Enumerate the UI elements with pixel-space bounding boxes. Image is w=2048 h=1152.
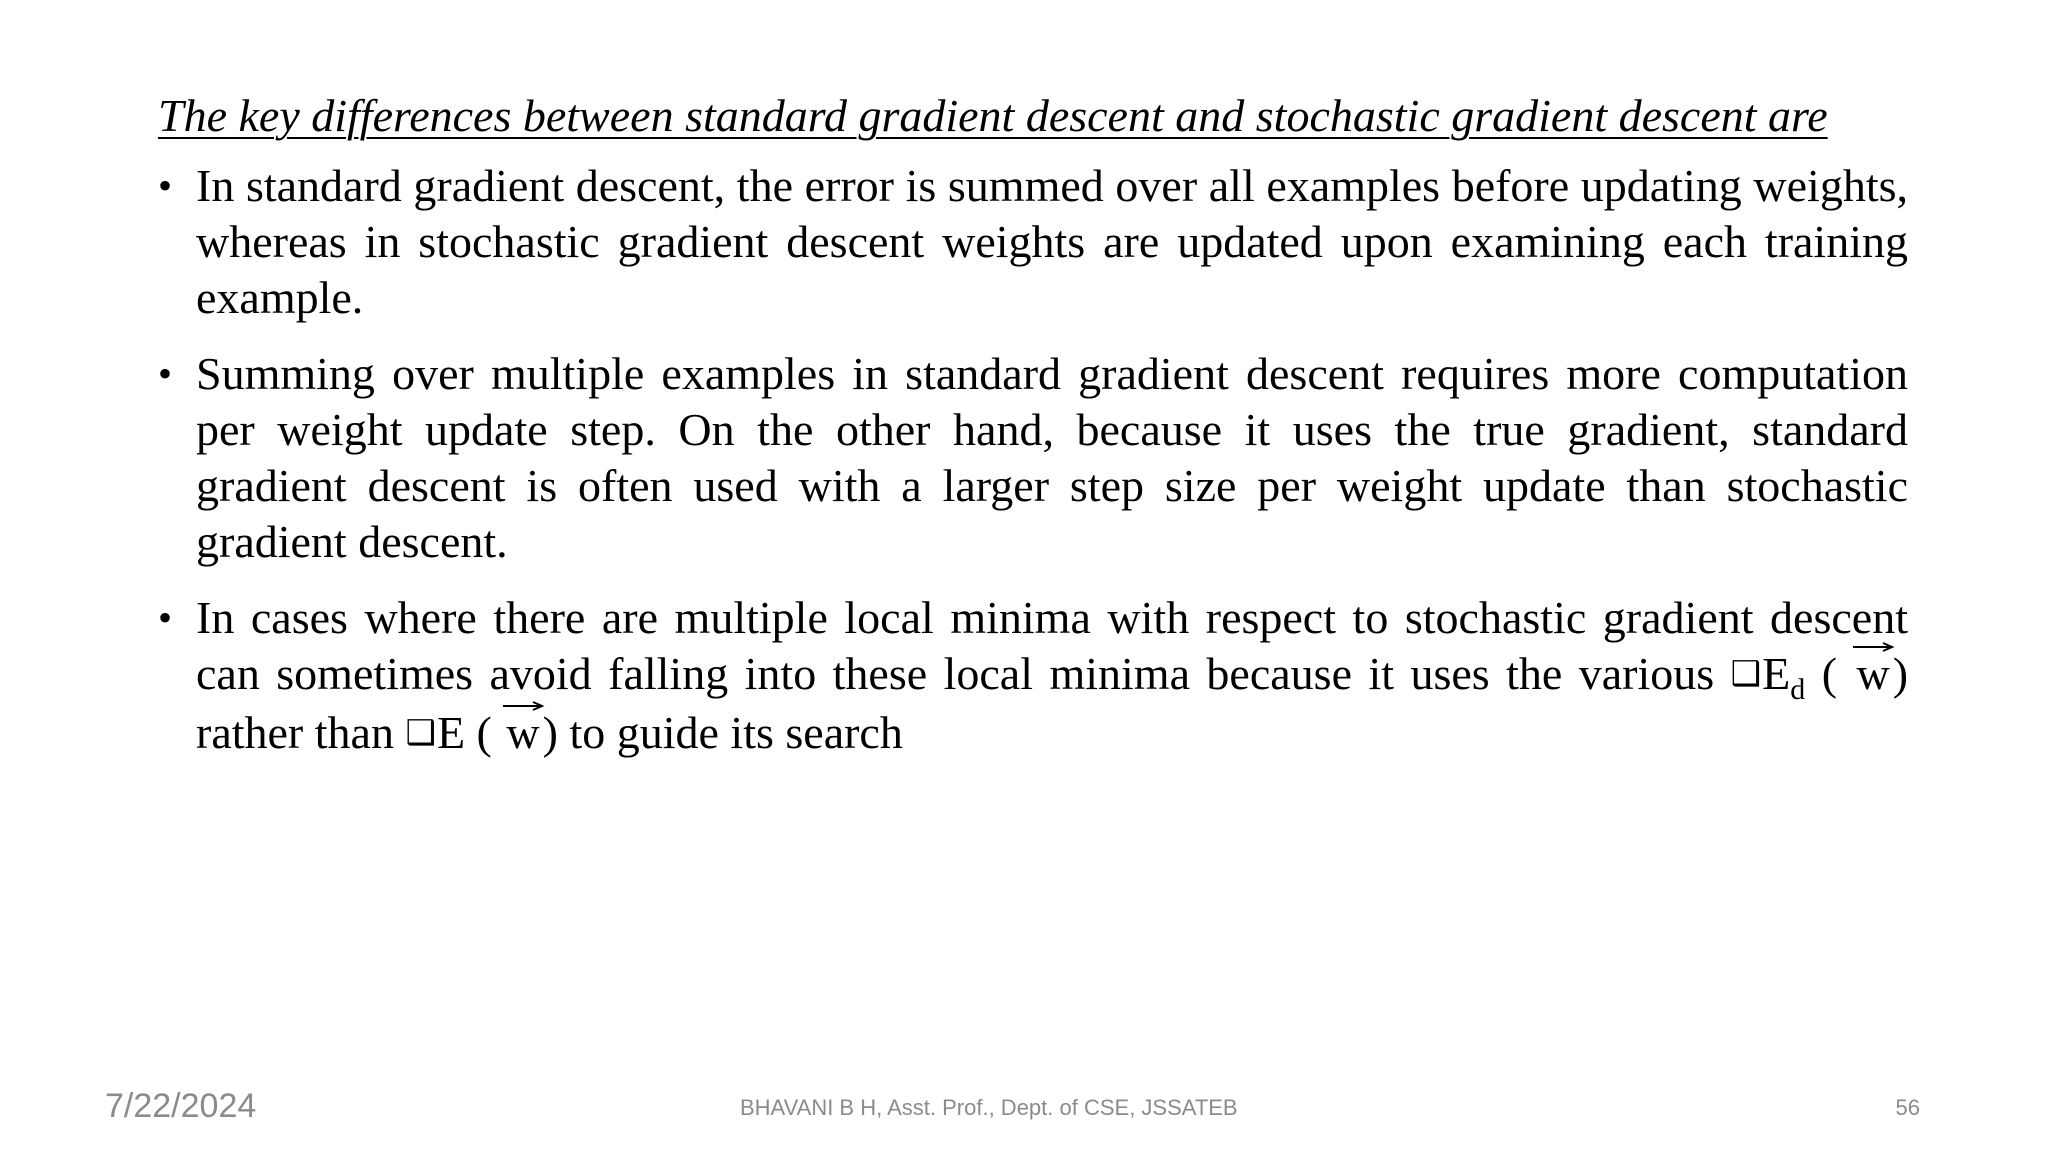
footer-date: 7/22/2024 xyxy=(105,1087,257,1125)
bullet-item-2 xyxy=(158,346,1908,570)
weight-vector-2 xyxy=(503,705,542,761)
paren-close-2: ) xyxy=(542,707,558,758)
vector-arrow-icon xyxy=(1853,642,1893,656)
weight-vector xyxy=(1853,646,1892,702)
paren-open: ( xyxy=(1821,648,1838,699)
gradient-symbol-icon: ❑ xyxy=(1730,654,1762,694)
slide-content xyxy=(158,88,1908,781)
vector-arrow-icon xyxy=(503,701,543,715)
vector-letter-2: w xyxy=(506,707,540,758)
error-subscript: d xyxy=(1790,673,1806,706)
error-letter: E xyxy=(1762,648,1791,699)
bullet-text: In cases where there are multiple local minima with respect to stochastic gradient descent can sometimes avoid falling into these local minima because it uses the various xyxy=(196,592,1908,699)
bullet-item-1 xyxy=(158,158,1908,326)
footer-author: BHAVANI B H, Asst. Prof., Dept. of CSE, JSSATEB xyxy=(740,1095,1238,1120)
vector-letter: w xyxy=(1856,648,1890,699)
bullet-item-3 xyxy=(158,590,1908,761)
bullet-dot-icon: • xyxy=(158,595,173,640)
bullet-dot-icon: • xyxy=(158,163,173,208)
slide-heading: The key differences between standard gradient descent and stochastic gradient descent are xyxy=(158,90,1828,141)
bullet-text: Summing over multiple examples in standard gradient descent requires more computation per weight update step. On the other hand, because it uses the true gradient, standard gradient descent is often used with a larger step size per weight update than stochastic gradient descent. xyxy=(196,348,1908,567)
bullet-dot-icon: • xyxy=(158,351,173,396)
bullet-text: In standard gradient descent, the error is summed over all examples before updating weights, whereas in stochastic gradient descent weights are updated upon examining each training example. xyxy=(196,160,1908,323)
paren-close: ) xyxy=(1892,648,1909,699)
error-letter-2: E xyxy=(436,707,466,758)
tail-text: to guide its search xyxy=(569,707,903,758)
paren-open-2: ( xyxy=(476,707,492,758)
gradient-symbol-icon-2: ❑ xyxy=(405,713,436,753)
bullet-list xyxy=(158,158,1908,761)
middle-text: rather than xyxy=(196,707,394,758)
page-number: 56 xyxy=(1895,1095,1920,1120)
